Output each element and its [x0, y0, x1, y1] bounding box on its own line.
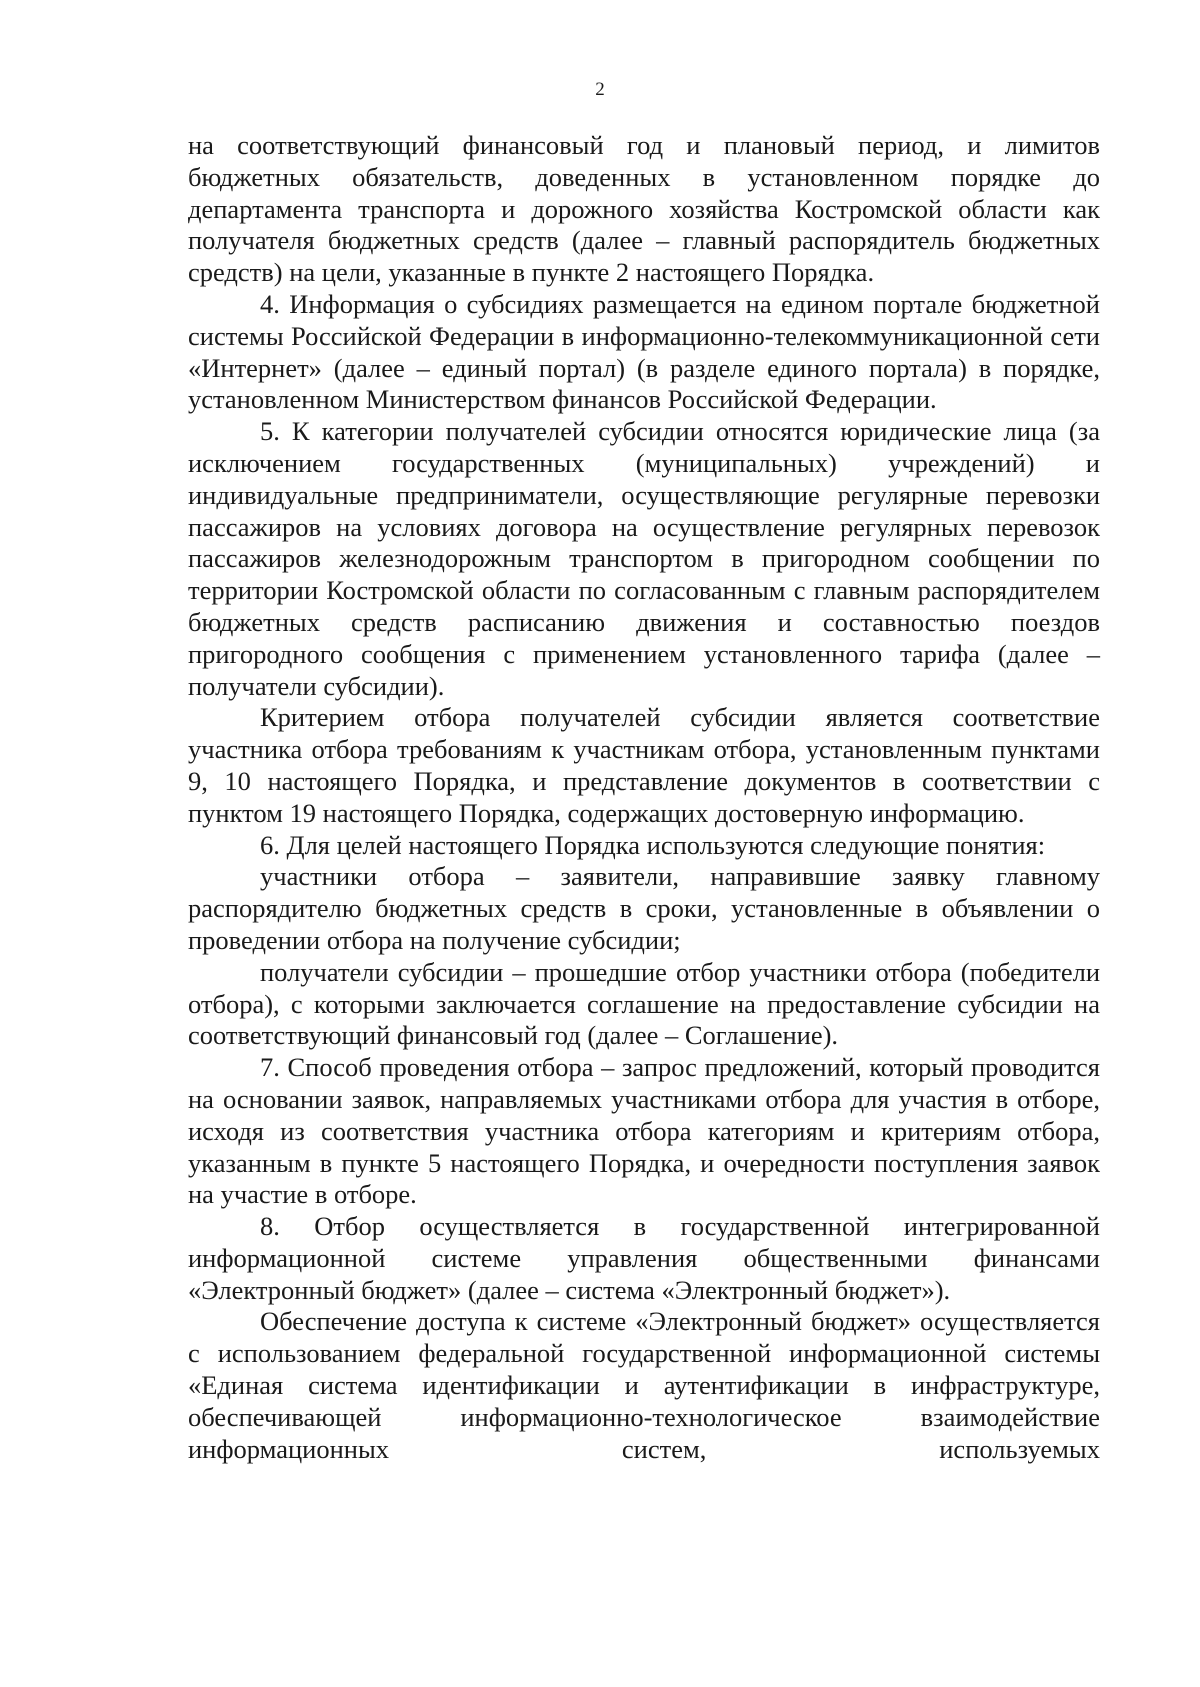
paragraph-item-4: 4. Информация о субсидиях размещается на едином портале бюджетной системы Российской Федерации в информационно-телекоммуникационной сети «Интернет» (далее – единый портал) (в разделе единого портала) в порядке, установленном Министерством финансов Российской Федерации.: [188, 288, 1100, 415]
paragraph-selection-criterion: Критерием отбора получателей субсидии является соответствие участника отбора требованиям к участникам отбора, установленным пунктами 9, 10 настоящего Порядка, и представление документов в соответствии с пунктом 19 настоящего Порядка, содержащих достоверную информацию.: [188, 702, 1100, 828]
paragraph-definition-recipients: получатели субсидии – прошедшие отбор участники отбора (победители отбора), с которыми заключается соглашение на предоставление субсидии на соответствующий финансовый год (далее – Соглашение).: [188, 956, 1100, 1051]
document-body: [188, 130, 1100, 1465]
paragraph-item-6: 6. Для целей настоящего Порядка используются следующие понятия:: [260, 829, 1046, 860]
paragraph-item-5: 5. К категории получателей субсидии относятся юридические лица (за исключением государственных (муниципальных) учреждений) и индивидуальные предприниматели, осуществляющие регулярные перевозки пассажиров на условиях договора на осуществление регулярных перевозок пассажиров железнодорожным транспортом в пригородном сообщении по территории Костромской области по согласованным с главным распорядителем бюджетных средств расписанию движения и составностью поездов пригородного сообщения с применением установленного тарифа (далее – получатели субсидии).: [188, 416, 1100, 701]
paragraph-access: Обеспечение доступа к системе «Электронный бюджет» осуществляется с использованием федеральной государственной информационной системы «Единая система идентификации и аутентификации в инфраструктуре, обеспечивающей информационно-технологическое взаимодействие информационных систем, используемых: [188, 1306, 1100, 1464]
paragraph-continuation: на соответствующий финансовый год и плановый период, и лимитов бюджетных обязательств, доведенных в установленном порядке до департамента транспорта и дорожного хозяйства Костромской области как получателя бюджетных средств (далее – главный распорядитель бюджетных средств) на цели, указанные в пункте 2 настоящего Порядка.: [188, 130, 1100, 288]
page-number: 2: [595, 79, 605, 100]
paragraph-definition-participants: участники отбора – заявители, направившие заявку главному распорядителю бюджетных средств в сроки, установленные в объявлении о проведении отбора на получение субсидии;: [188, 861, 1100, 955]
paragraph-item-8: 8. Отбор осуществляется в государственной интегрированной информационной системе управления общественными финансами «Электронный бюджет» (далее – система «Электронный бюджет»).: [188, 1211, 1100, 1305]
paragraph-item-7: 7. Способ проведения отбора – запрос предложений, который проводится на основании заявок, направляемых участниками отбора для участия в отборе, исходя из соответствия участника отбора категориям и критериям отбора, указанным в пункте 5 настоящего Порядка, и очередности поступления заявок на участие в отборе.: [188, 1052, 1100, 1210]
